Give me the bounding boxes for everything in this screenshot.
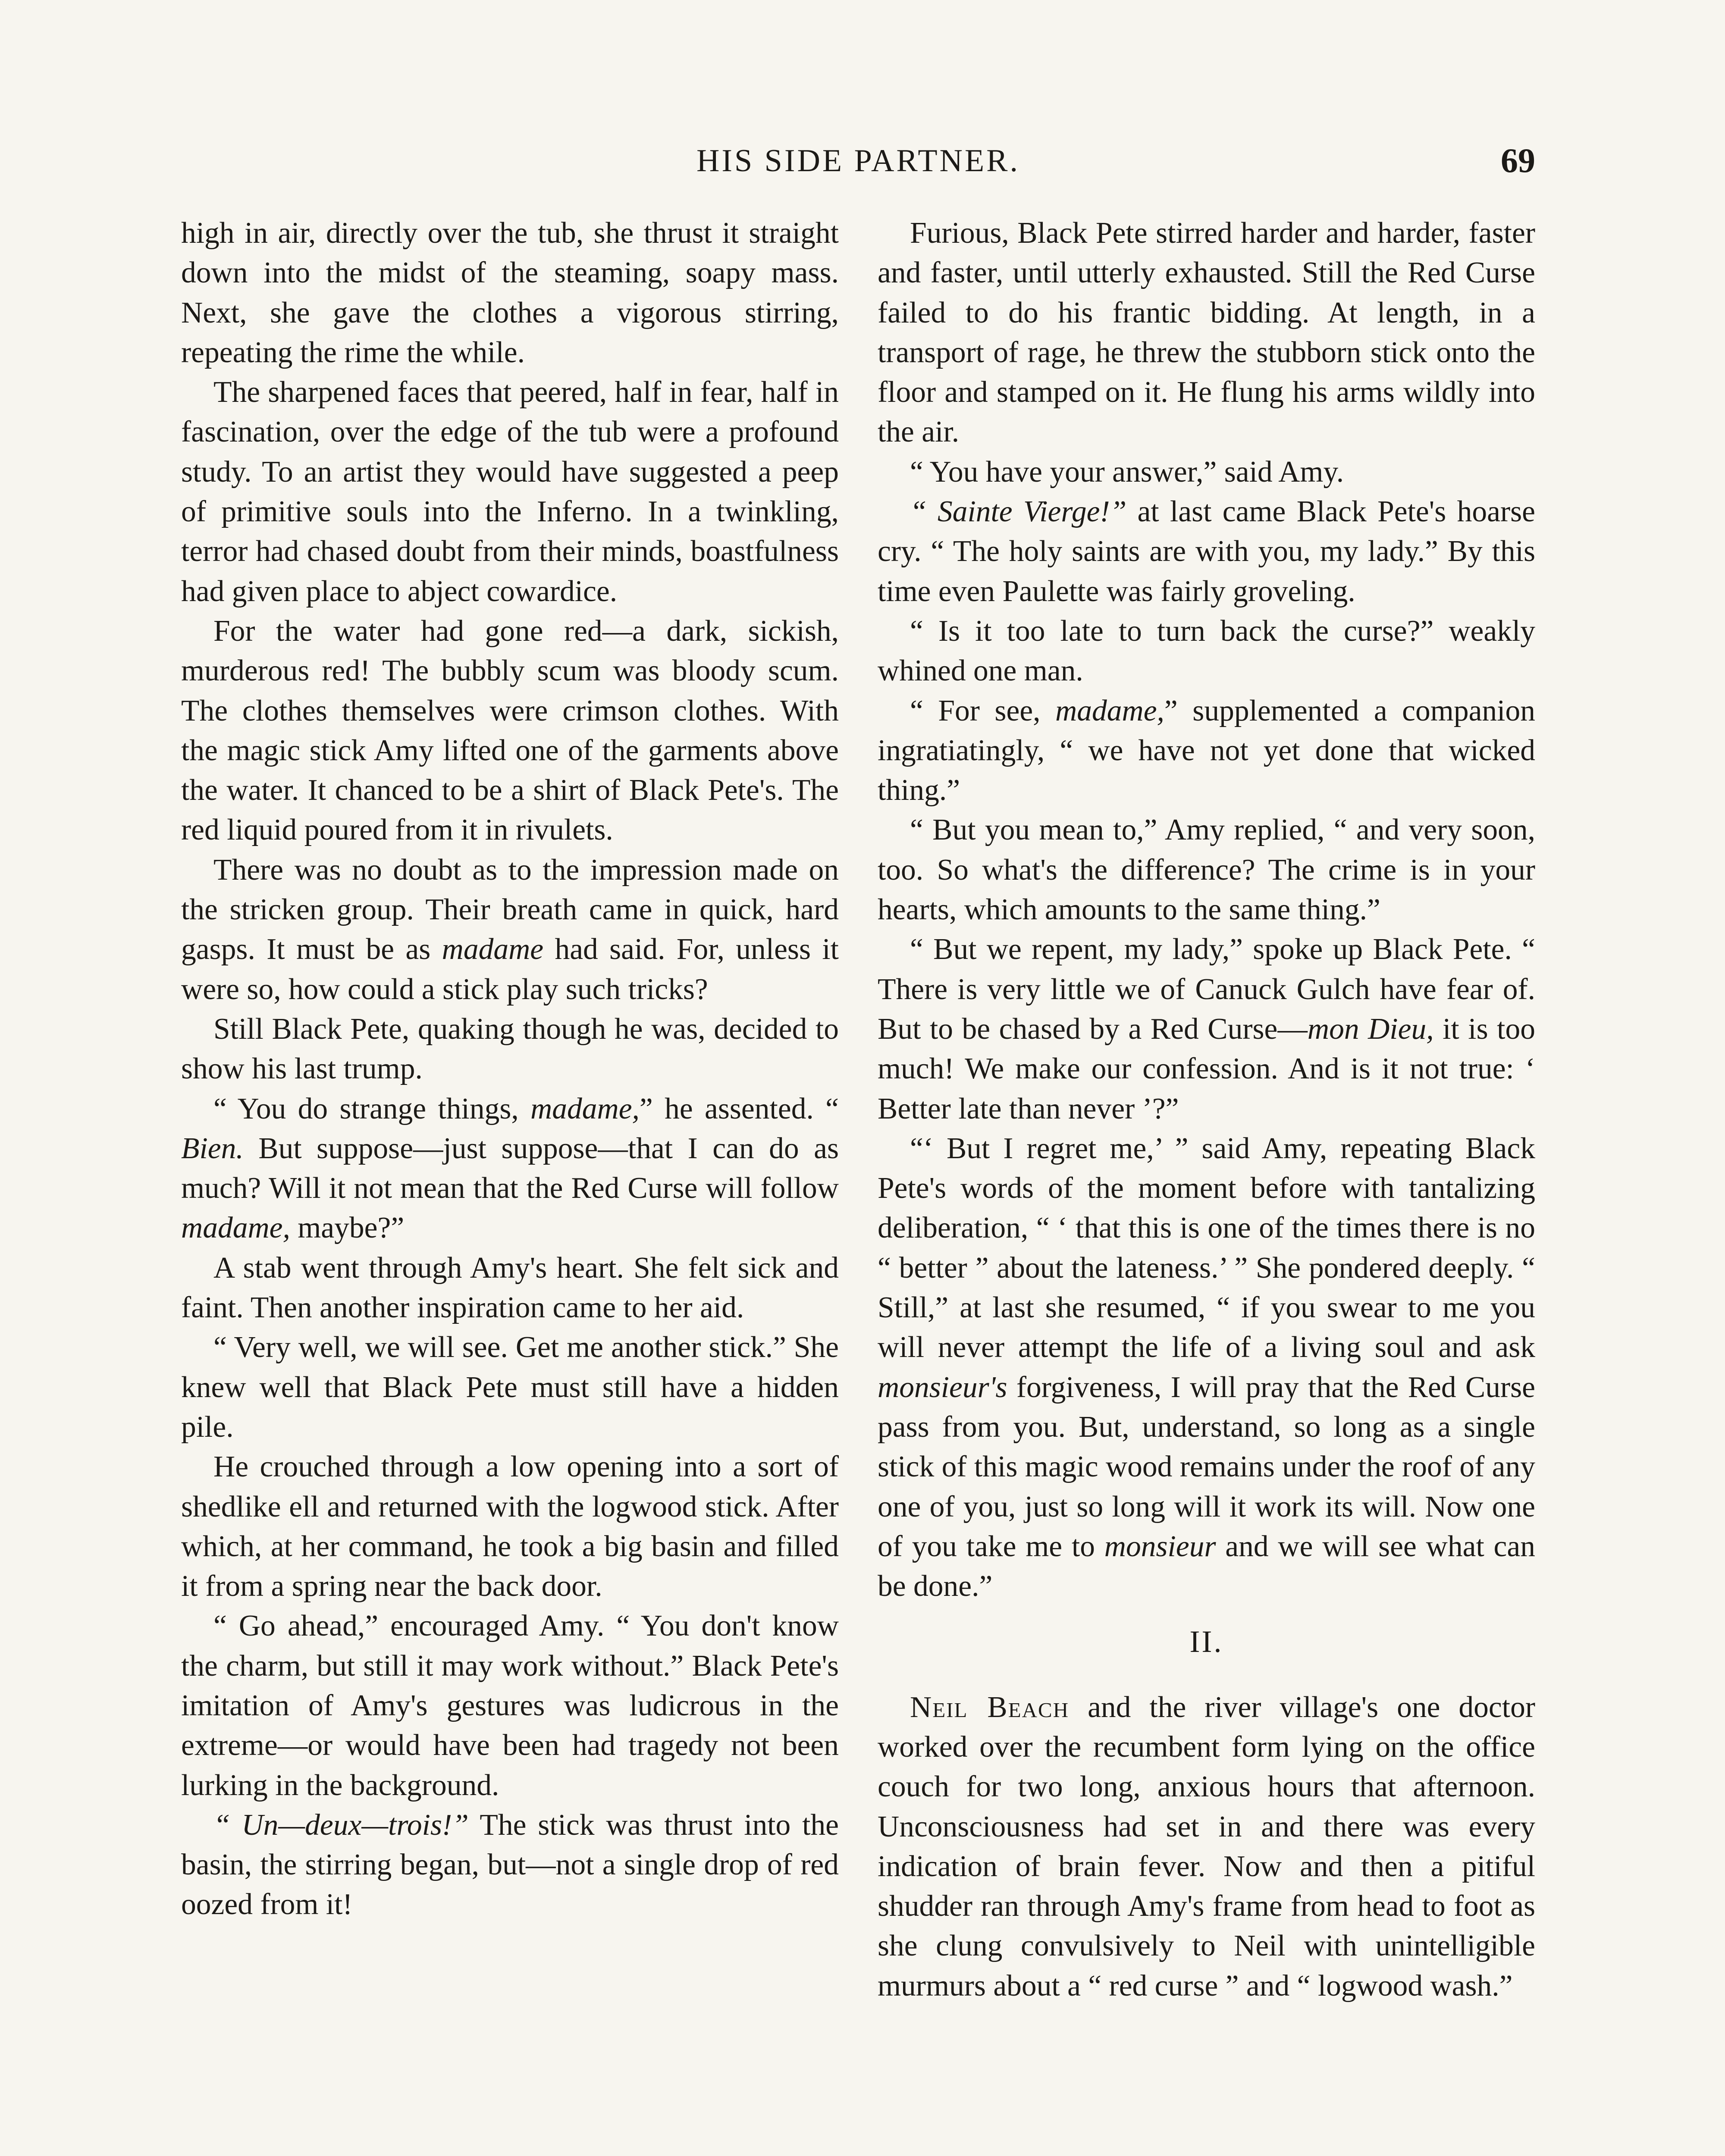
paragraph: “ Is it too late to turn back the curse?” weakly whined one man. (878, 614, 1535, 688)
left-column (181, 213, 839, 1925)
paragraph: “ Go ahead,” encouraged Amy. “ You don't know the charm, but still it may work without.” Black Pete's imitation of Amy's gestures was ludicrous in the extreme—or would have been had tragedy not been lurking in the background. (181, 1609, 839, 1802)
paragraph: “ You have your answer,” said Amy. (910, 455, 1344, 489)
page-header (181, 137, 1535, 185)
paragraph: He crouched through a low opening into a sort of shedlike ell and returned with the logwood stick. After which, at her command, he took a big basin and filled it from a spring near the back door. (181, 1450, 839, 1603)
paragraph: Still Black Pete, quaking though he was, decided to show his last trump. (181, 1012, 839, 1086)
paragraph: “ Sainte Vierge!” at last came Black Pete's hoarse cry. “ The holy saints are with you, my lady.” By this time even Paulette was fairly groveling. (878, 495, 1535, 608)
italic-text: monsieur's (878, 1370, 1007, 1404)
italic-text: “ Un—deux—trois!” (213, 1808, 469, 1842)
page-number: 69 (1501, 142, 1535, 180)
small-caps-name: Neil Beach (910, 1690, 1070, 1724)
italic-text: madame, (1055, 694, 1164, 727)
italic-text: “ Sainte Vierge!” (910, 495, 1127, 529)
paragraph: “ But we repent, my lady,” spoke up Black Pete. “ There is very little we of Canuck Gulch have fear of. But to be chased by a Red Curse—mon Dieu, it is too much! We make our confession. And is it not true: ‘ Better late than never ’?” (878, 933, 1535, 1125)
paragraph: Furious, Black Pete stirred harder and harder, faster and faster, until utterly exhausted. Still the Red Curse failed to do his frantic bidding. At length, in a transport of rage, he threw the stubborn stick onto the floor and stamped on it. He flung his arms wildly into the air. (878, 216, 1535, 449)
paragraph: “ Un—deux—trois!” The stick was thrust into the basin, the stirring began, but—not a single drop of red oozed from it! (181, 1808, 839, 1921)
paragraph: The sharpened faces that peered, half in fear, half in fascination, over the edge of the tub were a profound study. To an artist they would have suggested a peep of primitive souls into the Inferno. In a twinkling, terror had chased doubt from their minds, boastfulness had given place to abject cowardice. (181, 376, 839, 608)
paragraph: A stab went through Amy's heart. She felt sick and faint. Then another inspiration came to her aid. (181, 1251, 839, 1325)
italic-text: madame, (530, 1092, 640, 1125)
italic-text: madame (442, 933, 544, 966)
running-title: HIS SIDE PARTNER. (696, 143, 1020, 179)
italic-text: mon Dieu, (1307, 1012, 1434, 1046)
paragraph: “ But you mean to,” Amy replied, “ and very soon, too. So what's the difference? The crime is in your hearts, which amounts to the same thing.” (878, 813, 1535, 927)
paragraph: There was no doubt as to the impression made on the stricken group. Their breath came in quick, hard gasps. It must be as madame had said. For, unless it were so, how could a stick play such tricks? (181, 853, 839, 1006)
italic-text: madame, (181, 1211, 290, 1245)
paragraph: “‘ But I regret me,’ ” said Amy, repeating Black Pete's words of the moment before with tantalizing deliberation, “ ‘ that this is one of the times there is no “ better ” about the lateness.’ ” She pondered deeply. “ Still,” at last she resumed, “ if you swear to me you will never attempt the life of a living soul and ask monsieur's forgiveness, I will pray that the Red Curse pass from you. But, understand, so long as a single stick of this magic wood remains under the roof of any one of you, just so long will it work its will. Now one of you take me to monsieur and we will see what can be done.” (878, 1131, 1535, 1603)
paragraph: For the water had gone red—a dark, sickish, murderous red! The bubbly scum was bloody scum. The clothes themselves were crimson clothes. With the magic stick Amy lifted one of the garments above the water. It chanced to be a shirt of Black Pete's. The red liquid poured from it in rivulets. (181, 614, 839, 847)
paragraph: Neil Beach and the river village's one doctor worked over the recumbent form lying on the office couch for two long, anxious hours that afternoon. Unconsciousness had set in and there was every indication of brain fever. Now and then a pitiful shudder ran through Amy's frame from head to foot as she clung convulsively to Neil with unintelligible murmurs about a “ red curse ” and “ logwood wash.” (878, 1690, 1535, 2002)
right-column (878, 213, 1535, 2006)
paragraph: high in air, directly over the tub, she thrust it straight down into the midst of the steaming, soapy mass. Next, she gave the clothes a vigorous stirring, repeating the rime the while. (181, 216, 839, 369)
paragraph: “ For see, madame,” supplemented a companion ingratiatingly, “ we have not yet done that wicked thing.” (878, 694, 1535, 807)
italic-text: monsieur (1104, 1529, 1216, 1563)
italic-text: Bien. (181, 1131, 244, 1165)
section-heading: II. (1189, 1624, 1223, 1659)
paragraph: “ Very well, we will see. Get me another stick.” She knew well that Black Pete must still have a hidden pile. (181, 1331, 839, 1444)
paragraph: “ You do strange things, madame,” he assented. “ Bien. But suppose—just suppose—that I can do as much? Will it not mean that the Red Curse will follow madame, maybe?” (181, 1092, 839, 1245)
